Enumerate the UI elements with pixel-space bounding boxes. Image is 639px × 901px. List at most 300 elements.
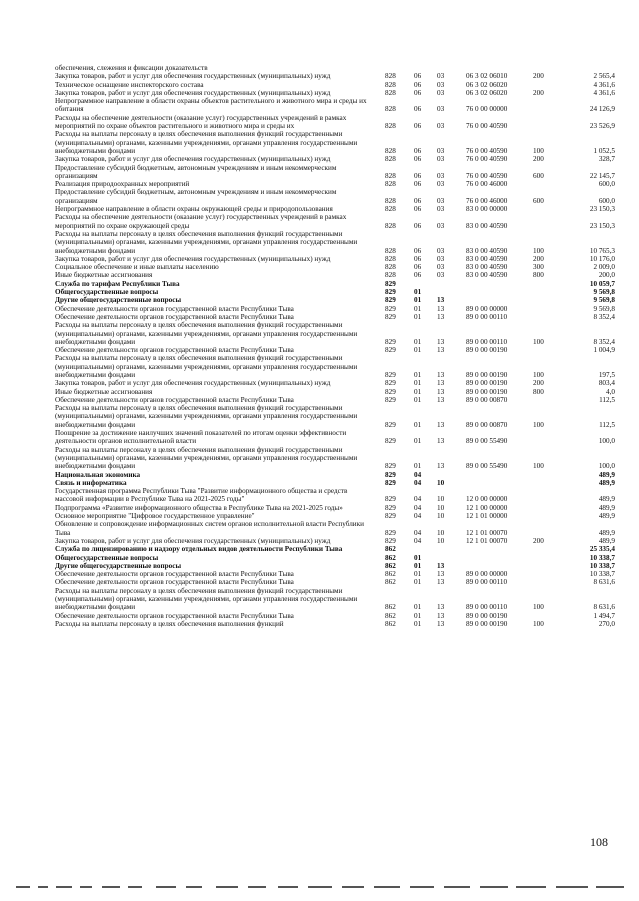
table-row (55, 537, 615, 545)
cell-sum: 600,0 (598, 180, 615, 189)
cell-rz: 04 (414, 536, 422, 545)
table-row (55, 255, 615, 263)
table-row (55, 89, 615, 97)
cell-csr: 83 0 00 40590 (466, 271, 508, 280)
cell-sum: 489,9 (598, 478, 615, 487)
table-row (55, 620, 615, 628)
cell-csr: 76 0 00 40590 (466, 122, 508, 131)
cell-rz: 01 (414, 288, 422, 297)
table-row (55, 379, 615, 387)
cell-vr: 600 (533, 171, 544, 180)
cell-pr: 13 (437, 346, 445, 355)
cell-pr: 13 (437, 462, 445, 471)
table-row (55, 164, 615, 181)
table-row (55, 570, 615, 578)
cell-csr: 76 0 00 00000 (466, 105, 508, 114)
cell-ved: 829 (385, 379, 396, 388)
cell-ved: 828 (385, 196, 396, 205)
cell-rz: 06 (414, 171, 422, 180)
edge-dash (248, 886, 266, 888)
row-name: Предоставление субсидий бюджетным, автономным учреждениям и иным некоммерческим организациям (55, 188, 337, 205)
cell-sum: 23 150,3 (589, 221, 615, 230)
cell-rz: 01 (414, 337, 422, 346)
cell-pr: 13 (437, 570, 445, 579)
edge-dash (410, 886, 434, 888)
cell-rz: 04 (414, 495, 422, 504)
edge-dash (16, 886, 30, 888)
table-row (55, 155, 615, 163)
cell-vr: 100 (533, 603, 544, 612)
cell-ved: 829 (385, 478, 396, 487)
cell-rz: 06 (414, 80, 422, 89)
cell-pr: 03 (437, 221, 445, 230)
cell-vr: 100 (533, 619, 544, 628)
cell-ved: 828 (385, 271, 396, 280)
row-name: Поощрение за достижение наилучших значений показателей по итогам оценки эффективности деятельности органов исполнительной власти (55, 429, 347, 446)
table-row (55, 114, 615, 131)
cell-ved: 828 (385, 105, 396, 114)
row-name: Социальное обеспечение и иные выплаты населению (55, 263, 219, 272)
table-row (55, 471, 615, 479)
cell-pr: 13 (437, 611, 445, 620)
cell-ved: 829 (385, 279, 396, 288)
cell-pr: 03 (437, 254, 445, 263)
table-row (55, 404, 615, 429)
cell-vr: 300 (533, 263, 544, 272)
cell-csr: 89 0 00 00110 (466, 578, 508, 587)
cell-sum: 112,5 (599, 395, 615, 404)
row-name: Непрограммное направление в области охраны объектов растительного и животного мира и среды их обитания (55, 97, 367, 114)
cell-sum: 4,0 (606, 387, 615, 396)
cell-sum: 328,7 (598, 155, 615, 164)
row-name: обеспечения, слежения и фиксации доказательств (55, 64, 208, 72)
cell-rz: 01 (414, 395, 422, 404)
cell-ved: 828 (385, 72, 396, 81)
table-row (55, 72, 615, 80)
cell-ved: 829 (385, 312, 396, 321)
edge-dash (444, 886, 470, 888)
cell-ved: 829 (385, 503, 396, 512)
cell-sum: 23 150,3 (589, 205, 615, 214)
cell-sum: 1 494,7 (593, 611, 615, 620)
cell-ved: 829 (385, 288, 396, 297)
cell-ved: 828 (385, 263, 396, 272)
cell-sum: 4 361,6 (593, 88, 615, 97)
cell-sum: 2 565,4 (593, 72, 615, 81)
cell-csr: 89 0 00 00190 (466, 619, 508, 628)
cell-csr: 12 1 01 00070 (466, 528, 508, 537)
cell-pr: 03 (437, 80, 445, 89)
table-row (55, 296, 615, 304)
cell-rz: 01 (414, 611, 422, 620)
cell-rz: 01 (414, 570, 422, 579)
cell-ved: 862 (385, 619, 396, 628)
cell-csr: 76 0 00 40590 (466, 155, 508, 164)
cell-rz: 01 (414, 304, 422, 313)
cell-csr: 89 0 00 00000 (466, 304, 508, 313)
cell-ved: 829 (385, 304, 396, 313)
cell-rz: 01 (414, 553, 422, 562)
cell-ved: 829 (385, 337, 396, 346)
cell-sum: 489,9 (598, 495, 615, 504)
edge-dash (102, 886, 120, 888)
table-row (55, 562, 615, 570)
cell-ved: 829 (385, 296, 396, 305)
cell-csr: 76 0 00 46000 (466, 196, 508, 205)
row-name: Реализация природоохранных мероприятий (55, 180, 190, 189)
table-row (55, 205, 615, 213)
cell-csr: 83 0 00 40590 (466, 263, 508, 272)
cell-pr: 13 (437, 578, 445, 587)
cell-pr: 10 (437, 478, 445, 487)
cell-pr: 13 (437, 619, 445, 628)
row-name: Общегосударственные вопросы (55, 553, 159, 562)
table-row (55, 81, 615, 89)
cell-pr: 10 (437, 503, 445, 512)
cell-csr: 76 0 00 40590 (466, 171, 508, 180)
cell-sum: 197,5 (598, 370, 615, 379)
cell-sum: 8 352,4 (593, 312, 615, 321)
cell-sum: 10 338,7 (589, 561, 615, 570)
cell-ved: 829 (385, 437, 396, 446)
cell-vr: 100 (533, 146, 544, 155)
cell-pr: 03 (437, 171, 445, 180)
cell-csr: 89 0 00 00190 (466, 346, 508, 355)
cell-csr: 12 1 01 00070 (466, 536, 508, 545)
row-name: Национальная экономика (55, 470, 141, 479)
cell-ved: 829 (385, 370, 396, 379)
cell-rz: 01 (414, 437, 422, 446)
cell-rz: 06 (414, 221, 422, 230)
edge-dash (556, 886, 588, 888)
cell-csr: 89 0 00 00110 (466, 603, 508, 612)
edge-dash (38, 886, 48, 888)
table-row (55, 520, 615, 537)
cell-rz: 04 (414, 512, 422, 521)
table-row (55, 479, 615, 487)
cell-csr: 89 0 00 55490 (466, 462, 508, 471)
cell-pr: 03 (437, 122, 445, 131)
row-name: Непрограммное направление в области охраны окружающей среды и природопользования (55, 205, 333, 214)
cell-sum: 803,4 (598, 379, 615, 388)
cell-csr: 89 0 00 00000 (466, 570, 508, 579)
cell-pr: 13 (437, 437, 445, 446)
cell-rz: 06 (414, 146, 422, 155)
cell-csr: 06 3 02 06020 (466, 80, 508, 89)
cell-rz: 01 (414, 296, 422, 305)
cell-rz: 06 (414, 155, 422, 164)
row-name: Государственная программа Республики Тыва "Развитие информационного общества и средств массовой информации в Республике Тыва на 2021-2025 годы" (55, 487, 348, 504)
edge-dash (480, 886, 508, 888)
cell-vr: 200 (533, 379, 544, 388)
table-row (55, 188, 615, 205)
cell-rz: 06 (414, 246, 422, 255)
cell-pr: 03 (437, 88, 445, 97)
cell-sum: 600,0 (598, 196, 615, 205)
cell-ved: 829 (385, 420, 396, 429)
cell-ved: 829 (385, 495, 396, 504)
row-name: Обновление и сопровождение информационных систем органов исполнительной власти Республики Тыва (55, 520, 364, 537)
cell-sum: 489,9 (598, 503, 615, 512)
cell-rz: 06 (414, 105, 422, 114)
cell-csr: 89 0 00 55490 (466, 437, 508, 446)
cell-sum: 10 176,0 (589, 254, 615, 263)
cell-rz: 06 (414, 72, 422, 81)
cell-pr: 10 (437, 528, 445, 537)
cell-sum: 8 631,6 (593, 578, 615, 587)
row-name: Закупка товаров, работ и услуг для обеспечения государственных (муниципальных) нужд (55, 88, 331, 97)
table-row (55, 388, 615, 396)
cell-rz: 06 (414, 271, 422, 280)
cell-csr: 89 0 00 00870 (466, 420, 508, 429)
cell-sum: 9 569,8 (593, 296, 615, 305)
table-row (55, 487, 615, 504)
scan-edge-marks (16, 886, 626, 892)
cell-sum: 489,9 (598, 536, 615, 545)
edge-dash (80, 886, 92, 888)
table-row (55, 396, 615, 404)
cell-rz: 06 (414, 122, 422, 131)
table-row (55, 213, 615, 230)
cell-ved: 828 (385, 122, 396, 131)
edge-dash (216, 886, 238, 888)
table-row (55, 545, 615, 553)
row-name: Закупка товаров, работ и услуг для обеспечения государственных (муниципальных) нужд (55, 72, 331, 81)
cell-rz: 01 (414, 462, 422, 471)
cell-vr: 200 (533, 155, 544, 164)
cell-ved: 828 (385, 88, 396, 97)
cell-rz: 04 (414, 503, 422, 512)
table-row (55, 512, 615, 520)
cell-csr: 89 0 00 00110 (466, 312, 508, 321)
cell-rz: 01 (414, 619, 422, 628)
table-row (55, 612, 615, 620)
cell-sum: 10 765,3 (589, 246, 615, 255)
cell-csr: 83 0 00 40590 (466, 246, 508, 255)
row-name: Другие общегосударственные вопросы (55, 296, 182, 305)
cell-pr: 03 (437, 72, 445, 81)
cell-ved: 828 (385, 80, 396, 89)
table-row (55, 230, 615, 255)
cell-rz: 06 (414, 196, 422, 205)
cell-rz: 06 (414, 88, 422, 97)
row-name: Закупка товаров, работ и услуг для обеспечения государственных (муниципальных) нужд (55, 379, 331, 388)
cell-pr: 10 (437, 495, 445, 504)
edge-dash (596, 886, 624, 888)
table-row (55, 288, 615, 296)
cell-pr: 13 (437, 312, 445, 321)
edge-dash (374, 886, 400, 888)
cell-sum: 25 335,4 (589, 545, 615, 554)
table-row (55, 97, 615, 114)
cell-rz: 01 (414, 346, 422, 355)
cell-csr: 12 1 00 00000 (466, 503, 508, 512)
cell-ved: 829 (385, 536, 396, 545)
row-name: Общегосударственные вопросы (55, 288, 159, 297)
table-row (55, 280, 615, 288)
table-row (55, 578, 615, 586)
edge-dash (308, 886, 332, 888)
cell-rz: 04 (414, 528, 422, 537)
cell-ved: 828 (385, 146, 396, 155)
edge-dash (278, 886, 298, 888)
table-row (55, 64, 615, 72)
table-row (55, 271, 615, 279)
cell-csr: 12 1 01 00000 (466, 512, 508, 521)
cell-pr: 03 (437, 146, 445, 155)
cell-ved: 828 (385, 180, 396, 189)
cell-csr: 12 0 00 00000 (466, 495, 508, 504)
row-name: Расходы на выплаты персоналу в целях обеспечения выполнения функций государственными (муниципальными) органами, казенными учреждениями, органами управления государственными внебюджетными фондами (55, 445, 358, 471)
table-row (55, 180, 615, 188)
cell-vr: 200 (533, 72, 544, 81)
cell-sum: 10 338,7 (589, 553, 615, 562)
cell-sum: 22 145,7 (589, 171, 615, 180)
row-name: Расходы на выплаты персоналу в целях обеспечения выполнения функций государственными (муниципальными) органами, казенными учреждениями, органами управления государственными внебюджетными фондами (55, 130, 358, 155)
cell-csr: 89 0 00 00190 (466, 370, 508, 379)
cell-csr: 89 0 00 00870 (466, 395, 508, 404)
cell-rz: 06 (414, 180, 422, 189)
cell-pr: 03 (437, 105, 445, 114)
cell-pr: 13 (437, 296, 445, 305)
table-row (55, 354, 615, 379)
cell-pr: 10 (437, 512, 445, 521)
cell-sum: 270,0 (598, 619, 615, 628)
table-row (55, 263, 615, 271)
cell-ved: 828 (385, 246, 396, 255)
cell-sum: 8 631,6 (593, 603, 615, 612)
edge-dash (56, 886, 72, 888)
cell-csr: 06 3 02 06020 (466, 88, 508, 97)
cell-pr: 13 (437, 370, 445, 379)
cell-ved: 862 (385, 611, 396, 620)
row-name: Обеспечение деятельности органов государственной власти Республики Тыва (55, 570, 294, 579)
row-name: Подпрограмма «Развитие информационного общества в Республике Тыва на 2021-2025 годы» (55, 503, 343, 512)
table-row (55, 587, 615, 612)
cell-rz: 01 (414, 312, 422, 321)
cell-rz: 01 (414, 387, 422, 396)
row-name: Обеспечение деятельности органов государственной власти Республики Тыва (55, 304, 294, 313)
cell-sum: 200,0 (598, 271, 615, 280)
cell-pr: 13 (437, 395, 445, 404)
row-name: Закупка товаров, работ и услуг для обеспечения государственных (муниципальных) нужд (55, 536, 331, 545)
cell-ved: 828 (385, 205, 396, 214)
cell-vr: 100 (533, 462, 544, 471)
cell-ved: 829 (385, 395, 396, 404)
cell-sum: 1 052,5 (593, 146, 615, 155)
row-name: Расходы на выплаты персоналу в целях обеспечения выполнения функций государственными (муниципальными) органами, казенными учреждениями, органами управления государственными внебюджетными фондами (55, 354, 358, 379)
cell-rz: 01 (414, 561, 422, 570)
cell-sum: 100,0 (598, 437, 615, 446)
cell-sum: 112,5 (599, 420, 615, 429)
table-row (55, 346, 615, 354)
row-name: Предоставление субсидий бюджетным, автономным учреждениям и иным некоммерческим организациям (55, 163, 337, 180)
cell-csr: 76 0 00 40590 (466, 146, 508, 155)
cell-vr: 100 (533, 337, 544, 346)
row-name: Закупка товаров, работ и услуг для обеспечения государственных (муниципальных) нужд (55, 155, 331, 164)
cell-sum: 9 569,8 (593, 288, 615, 297)
cell-vr: 200 (533, 88, 544, 97)
row-name: Расходы на выплаты персоналу в целях обеспечения выполнения функций государственными (муниципальными) органами, казенными учреждениями, органами управления государственными внебюджетными фондами (55, 321, 358, 346)
cell-ved: 829 (385, 346, 396, 355)
cell-rz: 06 (414, 263, 422, 272)
row-name: Обеспечение деятельности органов государственной власти Республики Тыва (55, 578, 294, 587)
cell-sum: 100,0 (598, 462, 615, 471)
cell-pr: 03 (437, 180, 445, 189)
cell-ved: 828 (385, 254, 396, 263)
cell-pr: 13 (437, 379, 445, 388)
cell-pr: 03 (437, 271, 445, 280)
cell-rz: 01 (414, 603, 422, 612)
cell-pr: 03 (437, 205, 445, 214)
row-name: Расходы на выплаты персоналу в целях обеспечения выполнения функций государственными (муниципальными) органами, казенными учреждениями, органами управления государственными внебюджетными фондами (55, 229, 358, 255)
cell-pr: 13 (437, 420, 445, 429)
row-name: Обеспечение деятельности органов государственной власти Республики Тыва (55, 395, 294, 404)
row-name: Техническое оснащение инспекторского состава (55, 80, 204, 89)
row-name: Расходы на обеспечение деятельности (оказание услуг) государственных учреждений в рамках мероприятий по охране окружающей среды (55, 213, 347, 230)
cell-sum: 9 569,8 (593, 304, 615, 313)
cell-rz: 04 (414, 478, 422, 487)
cell-rz: 04 (414, 470, 422, 479)
cell-rz: 01 (414, 578, 422, 587)
cell-ved: 862 (385, 553, 396, 562)
cell-rz: 06 (414, 254, 422, 263)
cell-rz: 01 (414, 370, 422, 379)
cell-vr: 200 (533, 536, 544, 545)
cell-csr: 89 0 00 00190 (466, 379, 508, 388)
row-name: Служба по лицензированию и надзору отдельных видов деятельности Республики Тыва (55, 545, 343, 554)
cell-pr: 13 (437, 387, 445, 396)
cell-sum: 8 352,4 (593, 337, 615, 346)
cell-rz: 06 (414, 205, 422, 214)
cell-pr: 10 (437, 536, 445, 545)
edge-dash (516, 886, 546, 888)
cell-sum: 24 126,9 (589, 105, 615, 114)
cell-ved: 829 (385, 470, 396, 479)
row-name: Обеспечение деятельности органов государственной власти Республики Тыва (55, 611, 294, 620)
table-row (55, 313, 615, 321)
edge-dash (128, 886, 142, 888)
cell-csr: 83 0 00 40590 (466, 254, 508, 263)
cell-csr: 83 0 00 40590 (466, 221, 508, 230)
row-name: Иные бюджетные ассигнования (55, 271, 153, 280)
cell-csr: 89 0 00 00190 (466, 387, 508, 396)
row-name: Обеспечение деятельности органов государственной власти Республики Тыва (55, 346, 294, 355)
cell-csr: 06 3 02 06010 (466, 72, 508, 81)
cell-vr: 100 (533, 370, 544, 379)
cell-vr: 800 (533, 387, 544, 396)
cell-ved: 862 (385, 561, 396, 570)
cell-vr: 100 (533, 420, 544, 429)
row-name: Связь и информатика (55, 478, 127, 487)
cell-vr: 600 (533, 196, 544, 205)
row-name: Другие общегосударственные вопросы (55, 561, 182, 570)
cell-pr: 13 (437, 337, 445, 346)
cell-ved: 862 (385, 570, 396, 579)
cell-sum: 489,9 (598, 512, 615, 521)
cell-sum: 10 338,7 (589, 570, 615, 579)
cell-sum: 10 059,7 (589, 279, 615, 288)
table-row (55, 130, 615, 155)
cell-pr: 13 (437, 304, 445, 313)
row-name: Расходы на обеспечение деятельности (оказание услуг) государственных учреждений в рамках мероприятий по охране объектов растительного и животного мира и среды их (55, 113, 347, 131)
table-row (55, 504, 615, 512)
cell-ved: 829 (385, 512, 396, 521)
row-name: Основное мероприятие "Цифровое государственное управление" (55, 512, 255, 521)
cell-vr: 800 (533, 271, 544, 280)
cell-csr: 83 0 00 00000 (466, 205, 508, 214)
cell-ved: 828 (385, 221, 396, 230)
